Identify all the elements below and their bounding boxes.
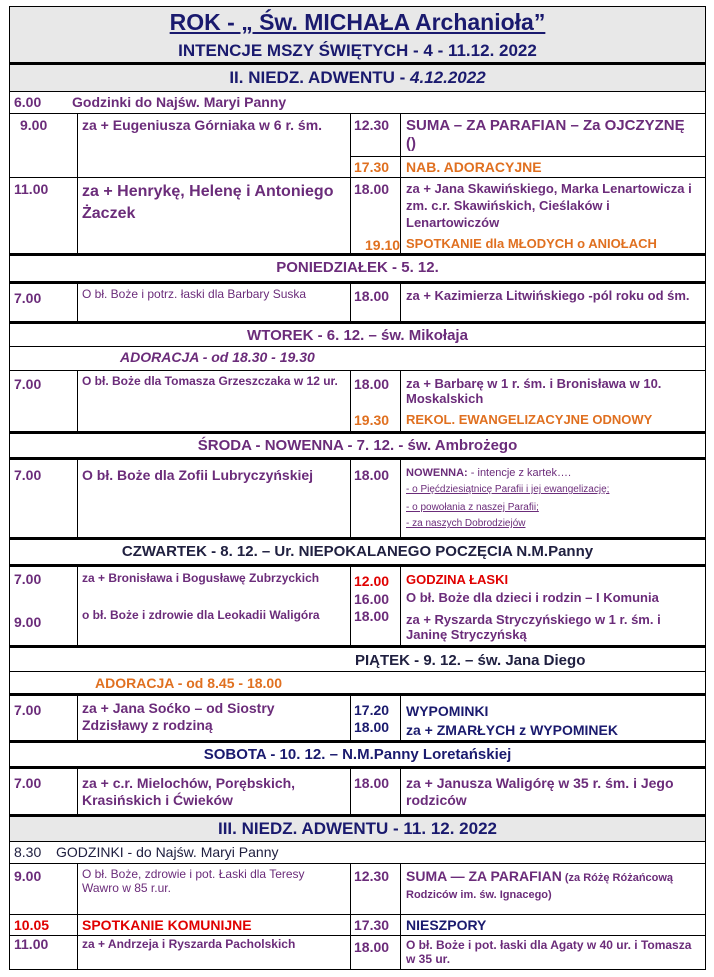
time: 18.00 (354, 939, 390, 955)
time: 12.00 (354, 573, 390, 589)
intention: O bł. Boże dla Zofii Lubryczyńskiej (82, 467, 314, 483)
time: 11.00 (14, 936, 49, 952)
divider (10, 693, 705, 696)
divider (77, 567, 78, 645)
divider (10, 914, 705, 915)
time: 18.00 (354, 376, 390, 392)
divider (350, 769, 351, 814)
time: 18.00 (354, 775, 390, 791)
sunday1-date: 4.12.2022 (410, 68, 486, 87)
intention: za + Janusza Waligórę w 35 r. śm. i Jego rodziców (406, 775, 674, 808)
time: 16.00 (354, 591, 390, 607)
intention: za + Henrykę, Helenę i Antoniego Żaczek (82, 183, 334, 222)
time: 7.00 (14, 702, 42, 718)
divider (10, 863, 705, 864)
divider (10, 281, 705, 284)
divider (10, 457, 705, 460)
intention: WYPOMINKI (406, 703, 489, 719)
divider (10, 321, 705, 324)
divider (350, 567, 351, 645)
divider (10, 431, 705, 434)
time: 19.10 (365, 237, 401, 253)
divider (10, 177, 705, 178)
thursday-title: CZWARTEK - 8. 12. – Ur. NIEPOKALANEGO POCZĘCIA N.M.Panny (121, 543, 594, 560)
monday-title: PONIEDZIAŁEK - 5. 12. (276, 259, 439, 276)
novena-item: - za naszych Dobrodziejów (406, 518, 526, 529)
divider (10, 564, 705, 567)
friday-title: PIĄTEK - 9. 12. – św. Jana Diego (355, 652, 586, 669)
intention: SPOTKANIE dla MŁODYCH o ANIOŁACH (406, 236, 657, 251)
intention: za + Kazimierza Litwińskiego -pól roku od śm. (406, 288, 690, 303)
divider (400, 460, 401, 537)
divider (10, 740, 705, 743)
time: 19.30 (354, 412, 390, 428)
time: 18.00 (354, 467, 390, 483)
tuesday-title: WTOREK - 6. 12. – św. Mikołaja (247, 327, 468, 344)
intention: za + Eugeniusza Górniaka w 6 r. śm. (82, 117, 323, 133)
time: 17.30 (354, 917, 390, 933)
saturday-title: SOBOTA - 10. 12. – N.M.Panny Loretańskiej (203, 746, 512, 763)
divider (77, 696, 78, 740)
time: 17.30 (354, 159, 390, 175)
time: 7.00 (14, 571, 42, 587)
divider (77, 371, 78, 431)
intention: Godzinki do Najśw. Maryi Panny (72, 94, 287, 110)
divider (400, 696, 401, 740)
divider (10, 935, 705, 936)
novena-note: - intencje z kartek…. (467, 467, 572, 479)
divider (400, 371, 401, 431)
intention: za + ZMARŁYCH z WYPOMINEK (406, 722, 618, 738)
divider (400, 567, 401, 645)
novena-label: NOWENNA: (406, 467, 468, 479)
intention: za + Jana Soćko – od Siostry Zdzisławy z rodziną (82, 700, 275, 733)
mass-schedule-sheet (9, 6, 706, 970)
divider (350, 371, 351, 431)
time: 6.00 (14, 94, 42, 110)
time: 12.30 (354, 117, 390, 133)
time: 18.00 (354, 719, 390, 735)
divider (77, 284, 78, 321)
divider (350, 284, 351, 321)
intention: REKOL. EWANGELIZACYJNE ODNOWY (406, 412, 653, 427)
time: 11.00 (14, 181, 49, 197)
divider (10, 346, 705, 347)
sunday2-title: III. NIEDZ. ADWENTU - 11. 12. 2022 (217, 819, 497, 838)
sunday1-title (10, 68, 705, 88)
divider (400, 284, 401, 321)
time: 12.30 (354, 868, 390, 884)
adoration: ADORACJA - od 8.45 - 18.00 (95, 675, 282, 691)
intention: O bł. Boże dla Tomasza Grzeszczaka w 12 ur. (82, 374, 338, 388)
divider (10, 370, 705, 371)
intention: SPOTKANIE KOMUNIJNE (82, 917, 252, 933)
divider (350, 864, 351, 970)
divider (350, 114, 351, 253)
intention: O bł. Boże, zdrowie i pot. Łaski dla Teresy Wawro w 85 r.ur. (82, 867, 305, 896)
intention: SUMA – ZA PARAFIAN – Za OJCZYZNĘ () (406, 117, 685, 152)
intention: za + Jana Skawińskiego, Marka Lenartowicza i zm. c.r. Skawińskich, Cieślaków i Lenartowiczów (406, 181, 692, 230)
intention: o bł. Boże i zdrowie dla Leokadii Waligóra (82, 608, 320, 622)
divider (10, 766, 705, 769)
divider (10, 91, 705, 92)
time: 9.00 (14, 868, 42, 884)
divider (400, 769, 401, 814)
divider (400, 114, 401, 253)
intention: za + Barbarę w 1 r. śm. i Bronisława w 10. Moskalskich (406, 376, 662, 407)
intention: za + Bronisława i Bogusławę Zubrzyckich (82, 571, 320, 585)
time: 7.00 (14, 290, 42, 306)
novena-item: - o powołania z naszej Parafii; (406, 502, 539, 513)
time: 18.00 (354, 181, 390, 197)
time: 7.00 (14, 775, 42, 791)
intention: O bł. Boże dla dzieci i rodzin – I Komunia (406, 590, 659, 605)
intention: O bł. Boże i pot. łaski dla Agaty w 40 ur. i Tomasza w 35 ur. (406, 938, 692, 967)
divider (350, 460, 351, 537)
divider (350, 696, 351, 740)
time: 18.00 (354, 288, 390, 304)
divider (350, 156, 705, 157)
novena-line (406, 467, 571, 480)
time: 8.30 (14, 844, 42, 860)
time: 7.00 (14, 467, 42, 483)
time: 17.20 (354, 702, 390, 718)
intention: GODZINKI - do Najśw. Maryi Panny (56, 844, 279, 860)
intention: za + Andrzeja i Ryszarda Pacholskich (82, 937, 296, 951)
wednesday-title: ŚRODA - NOWENNA - 7. 12. - św. Ambrożego (197, 437, 518, 454)
sunday1-title-text: II. NIEDZ. ADWENTU - (229, 68, 411, 87)
divider (77, 114, 78, 253)
divider (77, 864, 78, 970)
intention-note: (za Różę Różańcową Rodziców im. św. Ignacego) (406, 872, 674, 901)
divider (400, 864, 401, 970)
divider (10, 537, 705, 540)
intention: za + Ryszarda Stryczyńskiego w 1 r. śm. i Janinę Stryczyńską (406, 612, 661, 643)
time: 10.05 (14, 917, 50, 933)
intention: NIESZPORY (406, 917, 487, 933)
intention: za + c.r. Mielochów, Porębskich, Krasińskich i Ćwieków (82, 775, 296, 808)
intention (406, 868, 701, 902)
divider (10, 645, 705, 648)
divider (10, 113, 705, 114)
intention: GODZINA ŁASKI (406, 572, 509, 587)
divider (77, 460, 78, 537)
time: 9.00 (14, 614, 42, 630)
divider (77, 769, 78, 814)
intention-main: SUMA — ZA PARAFIAN (406, 868, 562, 884)
novena-item: - o Pięćdziesiątnicę Parafii i jej ewangelizację; (406, 484, 610, 495)
time: 9.00 (20, 117, 48, 133)
time: 7.00 (14, 376, 42, 392)
intention: NAB. ADORACYJNE (406, 159, 542, 175)
page-subtitle: INTENCJE MSZY ŚWIĘTYCH - 4 - 11.12. 2022 (178, 41, 537, 60)
intention: O bł. Boże i potrz. łaski dla Barbary Suska (82, 287, 307, 301)
time: 18.00 (354, 608, 390, 624)
divider (10, 671, 705, 672)
divider (10, 841, 705, 842)
page-title: ROK - „ Św. MICHAŁA Archanioła” (169, 9, 546, 35)
adoration: ADORACJA - od 18.30 - 19.30 (120, 349, 315, 365)
divider (10, 253, 705, 256)
